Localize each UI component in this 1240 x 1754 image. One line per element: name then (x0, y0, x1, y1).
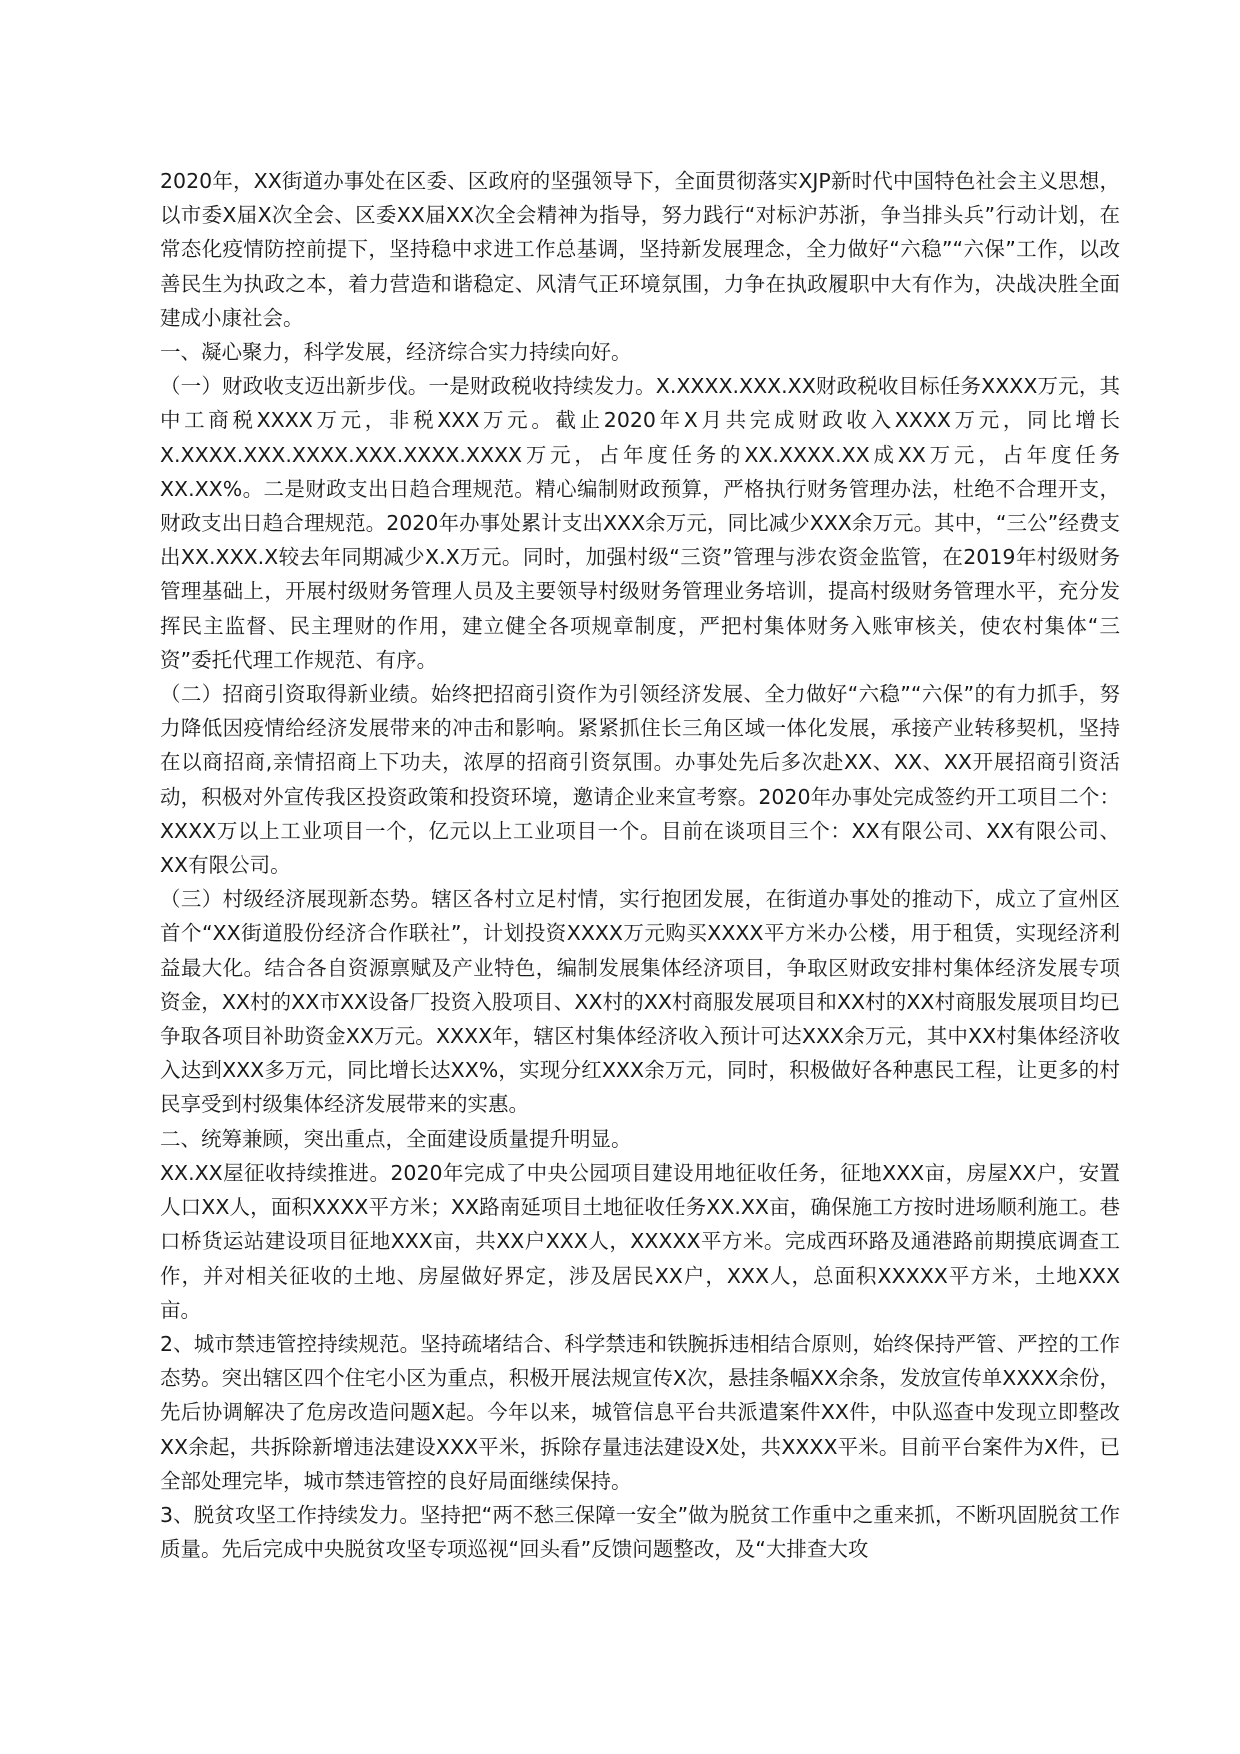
item-house-expropriation: XX.XX屋征收持续推进。2020年完成了中央公园项目建设用地征收任务，征地XXX亩，房屋XX户，安置人口XX人，面积XXXX平方米；XX路南延项目土地征收任务XX.XX亩，确保施工方按时进场顺利施工。巷口桥货运站建设项目征地XXX亩，共XX户XXX人，XXXXX平方米。完成西环路及通港路前期摸底调查工作，并对相关征收的土地、房屋做好界定，涉及居民XX户，XXX人，总面积XXXXX平方米，土地XXX亩。 (160, 1160, 1120, 1322)
section-heading-1: 一、凝心聚力，科学发展，经济综合实力持续向好。 (160, 340, 632, 365)
subsection-investment: （二）招商引资取得新业绩。始终把招商引资作为引领经济发展、全力做好“六稳”“六保”的有力抓手，努力降低因疫情给经济发展带来的冲击和影响。紧紧抓住长三角区域一体化发展，承接产业转移契机，坚持在以商招商,亲情招商上下功夫，浓厚的招商引资氛围。办事处先后多次赴XX、XX、XX开展招商引资活动，积极对外宣传我区投资政策和投资环境，邀请企业来宣考察。2020年办事处完成签约开工项目二个：XXXX万以上工业项目一个，亿元以上工业项目一个。目前在谈项目三个：XX有限公司、XX有限公司、XX有限公司。 (160, 682, 1120, 878)
subsection-finance: （一）财政收支迈出新步伐。一是财政税收持续发力。X.XXXX.XXX.XX财政税收目标任务XXXX万元，其中工商税XXXX万元，非税XXX万元。截止2020年X月共完成财政收入XXXX万元，同比增长X.XXXX.XXX.XXXX.XXX.XXXX.XXXX万元，占年度任务的XX.XXXX.XX成XX万元，占年度任务XX.XX%。二是财政支出日趋合理规范。精心编制财政预算，严格执行财务管理办法，杜绝不合理开支，财政支出日趋合理规范。2020年办事处累计支出XXX余万元，同比减少XXX余万元。其中，“三公”经费支出XX.XXX.X较去年同期减少X.X万元。同时，加强村级“三资”管理与涉农资金监管，在2019年村级财务管理基础上，开展村级财务管理人员及主要领导村级财务管理业务培训，提高村级财务管理水平，充分发挥民主监督、民主理财的作用，建立健全各项规章制度，严把村集体财务入账审核关，使农村集体“三资”委托代理工作规范、有序。 (160, 374, 1120, 672)
subsection-village-economy: （三）村级经济展现新态势。辖区各村立足村情，实行抱团发展，在街道办事处的推动下，成立了宣州区首个“XX街道股份经济合作联社”，计划投资XXXX万元购买XXXX平方米办公楼，用于租赁，实现经济利益最大化。结合各自资源禀赋及产业特色，编制发展集体经济项目，争取区财政安排村集体经济发展专项资金，XX村的XX市XX设备厂投资入股项目、XX村的XX村商服发展项目和XX村的XX村商服发展项目均已争取各项目补助资金XX万元。XXXX年，辖区村集体经济收入预计可达XXX余万元，其中XX村集体经济收入达到XXX多万元，同比增长达XX%，实现分红XXX余万元，同时，积极做好各种惠民工程，让更多的村民享受到村级集体经济发展带来的实惠。 (160, 887, 1120, 1117)
intro-paragraph: 2020年，XX街道办事处在区委、区政府的坚强领导下，全面贯彻落实XJP新时代中国特色社会主义思想，以市委X届X次全会、区委XX届XX次全会精神为指导，努力践行“对标沪苏浙，争当排头兵”行动计划，在常态化疫情防控前提下，坚持稳中求进工作总基调，坚持新发展理念，全力做好“六稳”“六保”工作，以改善民生为执政之本，着力营造和谐稳定、风清气正环境氛围，力争在执政履职中大有作为，决战决胜全面建成小康社会。 (160, 169, 1120, 330)
item-illegal-construction: 2、城市禁违管控持续规范。坚持疏堵结合、科学禁违和铁腕拆违相结合原则，始终保持严管、严控的工作态势。突出辖区四个住宅小区为重点，积极开展法规宣传X次，悬挂条幅XX余条，发放宣传单XXXX余份，先后协调解决了危房改造问题X起。今年以来，城管信息平台共派遣案件XX件，中队巡查中发现立即整改XX余起，共拆除新增违法建设XXX平米，拆除存量违法建设X处，共XXXX平米。目前平台案件为X件，已全部处理完毕，城市禁违管控的良好局面继续保持。 (160, 1331, 1120, 1493)
section-heading-2: 二、统筹兼顾，突出重点，全面建设质量提升明显。 (160, 1126, 632, 1151)
document-body (160, 164, 1120, 1566)
item-poverty-alleviation: 3、脱贫攻坚工作持续发力。坚持把“两不愁三保障一安全”做为脱贫工作重中之重来抓，不断巩固脱贫工作质量。先后完成中央脱贫攻坚专项巡视“回头看”反馈问题整改，及“大排查大攻 (160, 1502, 1120, 1562)
